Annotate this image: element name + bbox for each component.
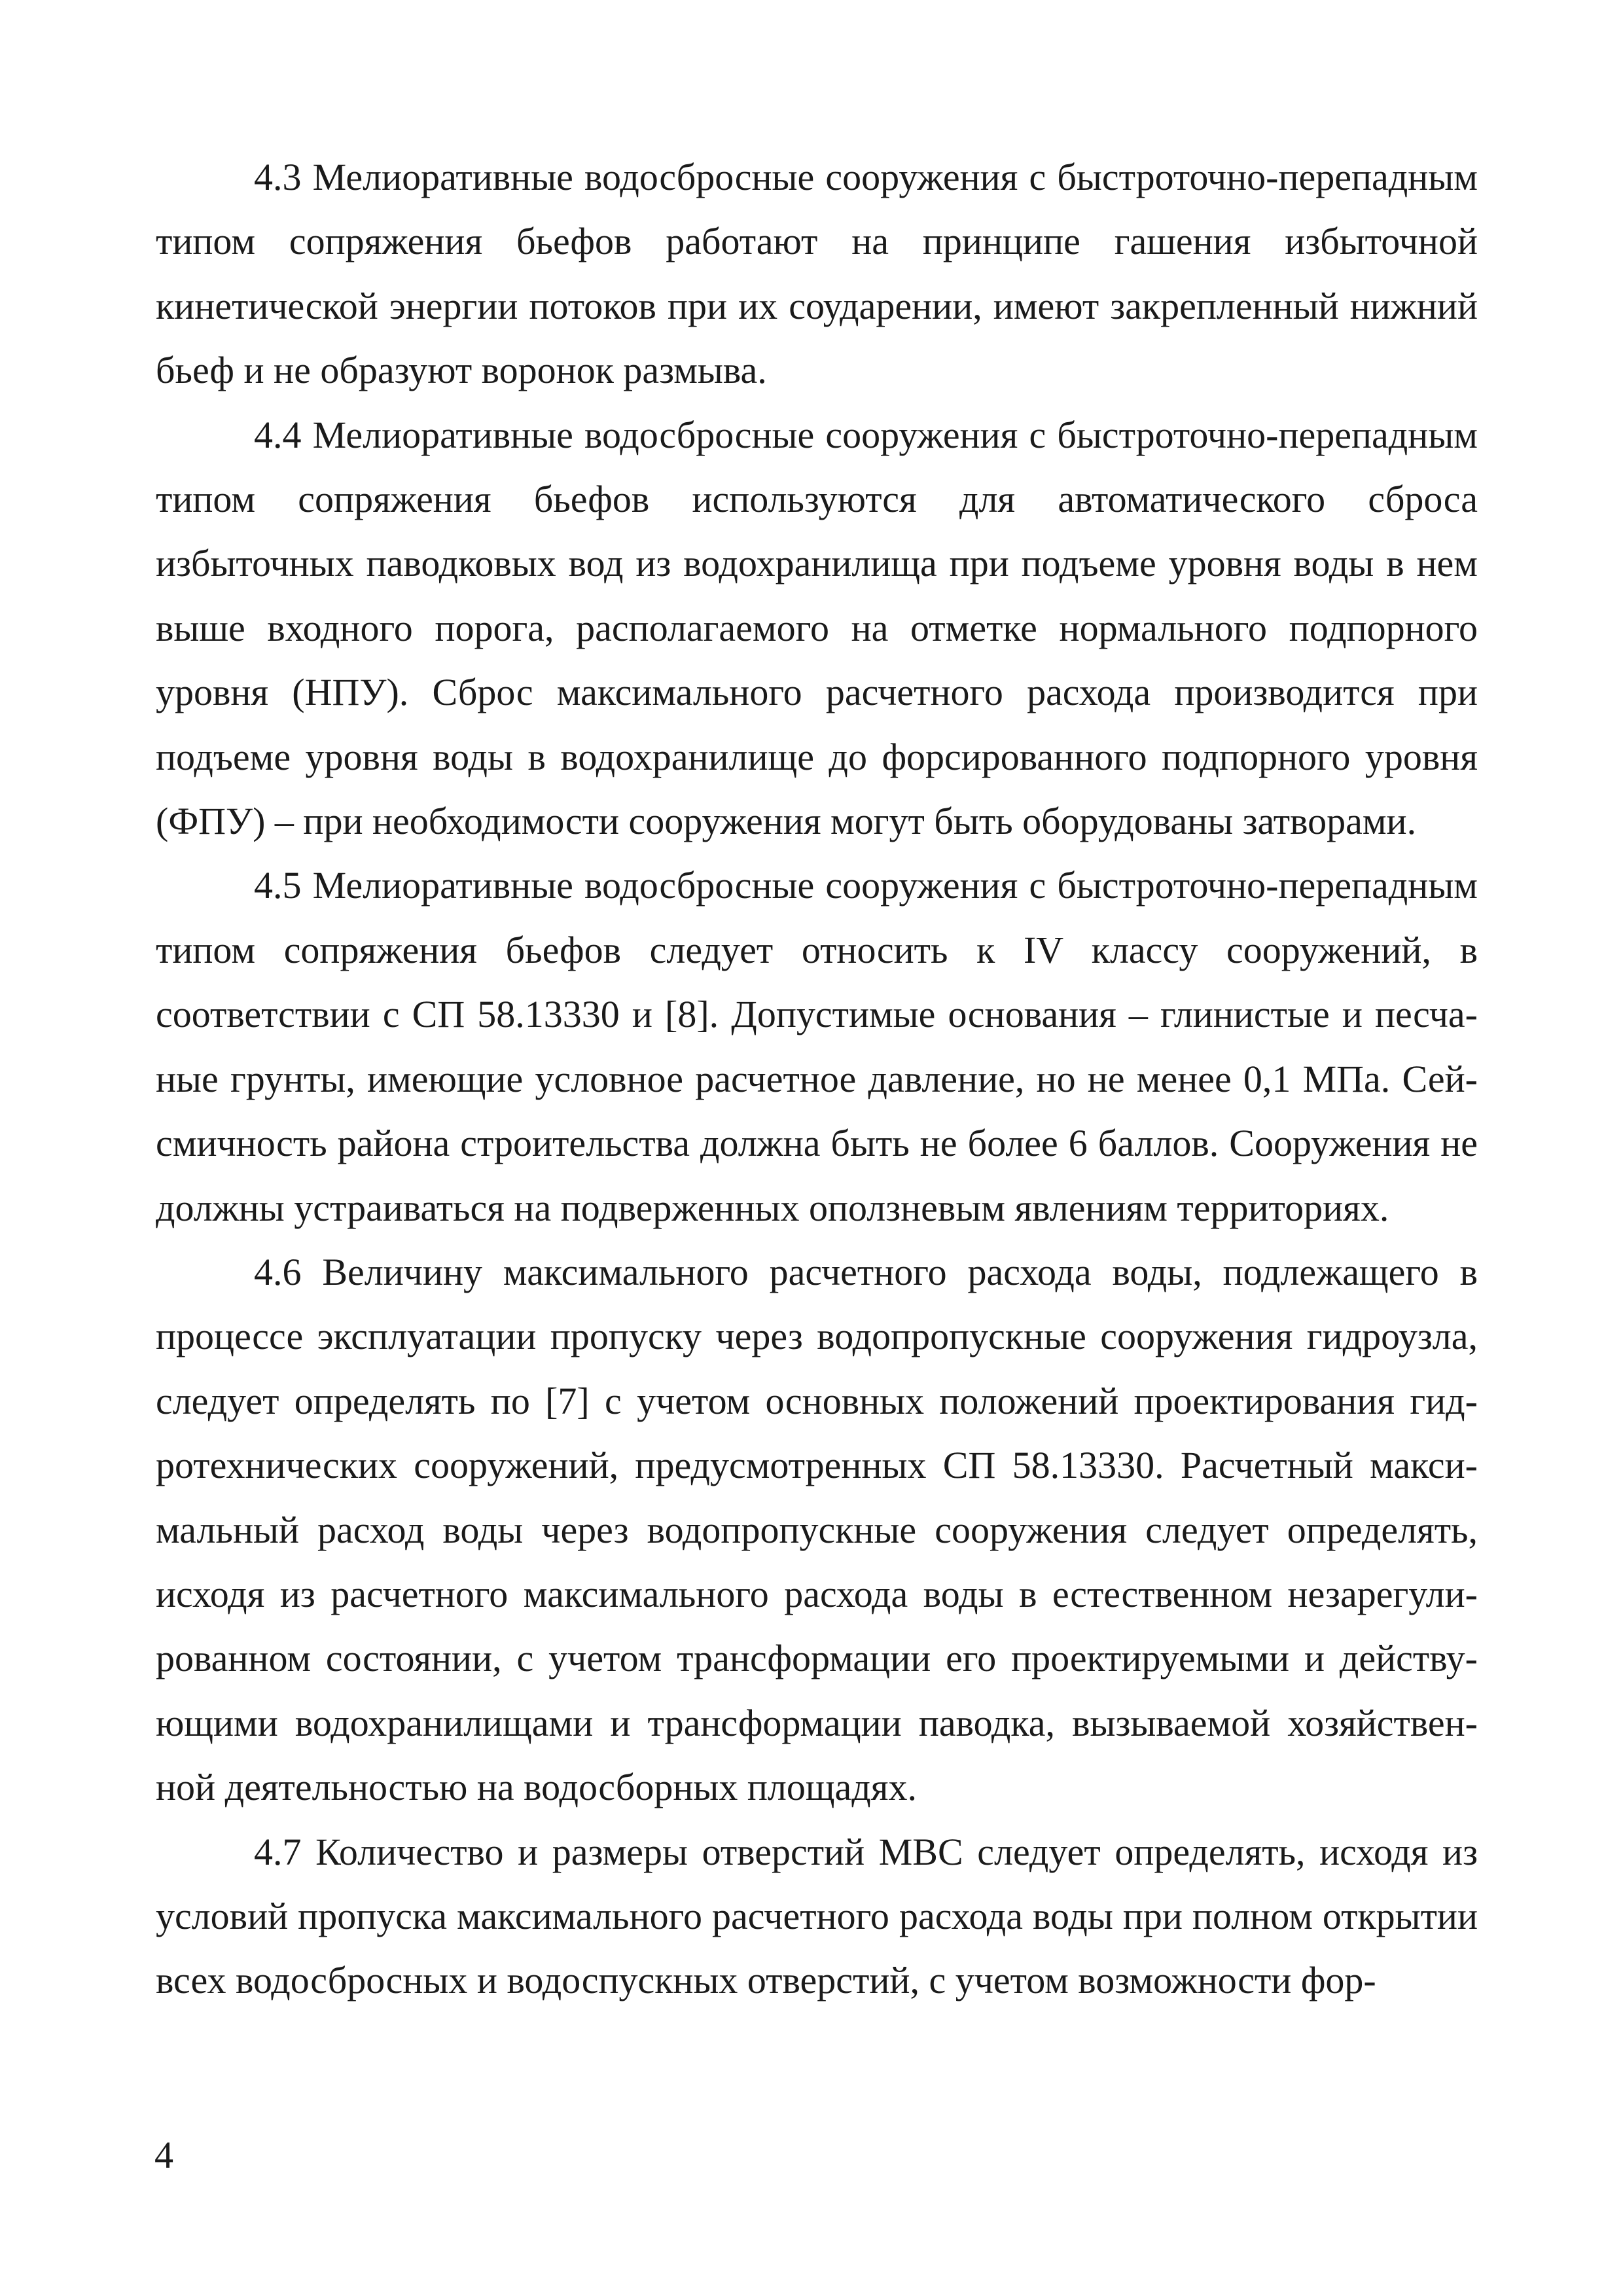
paragraph-4-5: 4.5 Мелиоративные водосбросные сооружения с быстроточно-перепадным типом сопряжения бьефов следует относить к IV классу сооружений, в соответствии с СП 58.13330 и [8]. Допустимые основания – глинистые и песчаные грунты, имеющие условное расчетное давление, но не менее 0,1 МПа. Сейсмичность района строительства должна быть не более 6 баллов. Сооружения не должны устраиваться на подверженных оползневым явлениям территориях. [156,864,1478,1229]
paragraph-4-3: 4.3 Мелиоративные водосбросные сооружения с быстроточно-перепадным типом сопряжения бьефов работают на принципе гашения избыточной кинетической энергии потоков при их соударении, имеют закрепленный нижний бьеф и не образуют воронок размыва. [156,156,1478,392]
paragraph-4-7: 4.7 Количество и размеры отверстий МВС следует определять, исходя из условий пропуска максимального расчетного расхода воды при полном открытии всех водосбросных и водоспускных отверстий, с учетом возможности фор- [156,1830,1478,2002]
page-number: 4 [154,2134,173,2176]
paragraph-4-6: 4.6 Величину максимального расчетного расхода воды, подлежащего в процессе эксплуатации пропуску через водопропускные сооружения гидроузла, следует определять по [7] с учетом основных положений проектирования гидротехнических сооружений, предусмотренных СП 58.13330. Расчетный максимальный расход воды через водопропускные сооружения следует определять, исходя из расчетного максимального расхода воды в естественном незарегулированном состоянии, с учетом трансформации его проектируемыми и действующими водохранилищами и трансформации паводка, вызываемой хозяйственной деятельностью на водосборных площадях. [156,1250,1478,1809]
paragraph-4-4: 4.4 Мелиоративные водосбросные сооружения с быстроточно-перепадным типом сопряжения бьефов используются для автоматического сброса избыточных паводковых вод из водохранилища при подъеме уровня воды в нем выше входного порога, располагаемого на отметке нормального подпорного уровня (НПУ). Сброс максимального расчетного расхода производится при подъеме уровня воды в водохранилище до форсированного подпорного уровня (ФПУ) – при необходимости сооружения могут быть оборудованы затворами. [156,413,1478,843]
body-text [156,145,1478,2013]
